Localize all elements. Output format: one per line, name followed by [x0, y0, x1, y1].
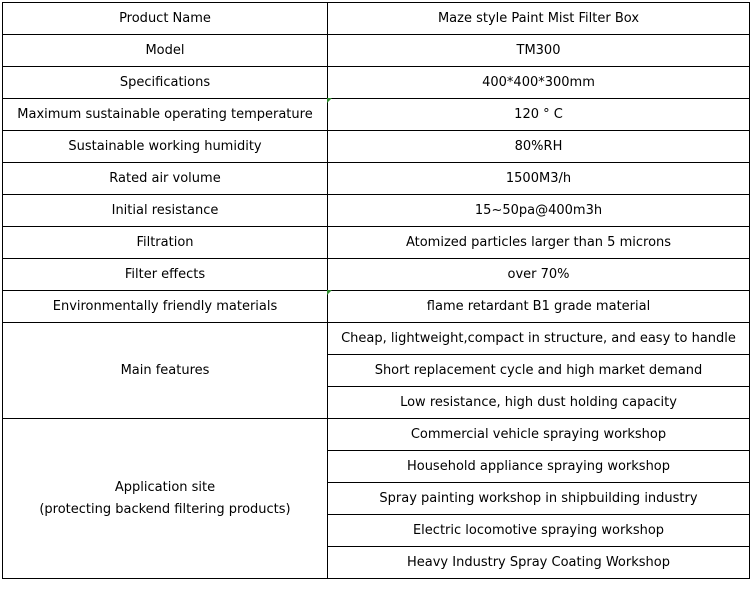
table-row	[3, 419, 750, 451]
row-value-materials	[328, 291, 750, 323]
table-row	[3, 67, 750, 99]
main-feature-item: Short replacement cycle and high market demand	[328, 355, 750, 387]
row-label-model: Model	[3, 35, 328, 67]
table-row	[3, 227, 750, 259]
main-feature-item: Low resistance, high dust holding capacity	[328, 387, 750, 419]
table-row	[3, 259, 750, 291]
max-temperature-text: 120 ° C	[514, 106, 563, 122]
row-value-model: TM300	[328, 35, 750, 67]
table-row	[3, 195, 750, 227]
row-label-filtration: Filtration	[3, 227, 328, 259]
application-site-item: Electric locomotive spraying workshop	[328, 515, 750, 547]
row-value-filter-effects: over 70%	[328, 259, 750, 291]
application-site-item: Spray painting workshop in shipbuilding industry	[328, 483, 750, 515]
main-feature-item: Cheap, lightweight,compact in structure, and easy to handle	[328, 323, 750, 355]
table-row	[3, 323, 750, 355]
row-label-application-site	[3, 419, 328, 579]
application-site-item: Household appliance spraying workshop	[328, 451, 750, 483]
row-label-main-features: Main features	[3, 323, 328, 419]
cell-marker	[327, 98, 332, 103]
table-row	[3, 35, 750, 67]
table-row	[3, 3, 750, 35]
application-site-item: Heavy Industry Spray Coating Workshop	[328, 547, 750, 579]
row-label-product-name: Product Name	[3, 3, 328, 35]
row-value-max-temperature	[328, 99, 750, 131]
cell-marker	[327, 290, 332, 295]
row-label-initial-resistance: Initial resistance	[3, 195, 328, 227]
row-value-air-volume: 1500M3/h	[328, 163, 750, 195]
row-label-materials: Environmentally friendly materials	[3, 291, 328, 323]
row-label-specifications: Specifications	[3, 67, 328, 99]
table-row	[3, 99, 750, 131]
table-row	[3, 163, 750, 195]
table-row	[3, 291, 750, 323]
application-site-item: Commercial vehicle spraying workshop	[328, 419, 750, 451]
table-row	[3, 131, 750, 163]
application-site-subtitle: (protecting backend filtering products)	[39, 501, 291, 517]
row-value-product-name: Maze style Paint Mist Filter Box	[328, 3, 750, 35]
row-value-specifications: 400*400*300mm	[328, 67, 750, 99]
row-label-filter-effects: Filter effects	[3, 259, 328, 291]
row-label-air-volume: Rated air volume	[3, 163, 328, 195]
materials-text: flame retardant B1 grade material	[426, 298, 651, 314]
row-value-humidity: 80%RH	[328, 131, 750, 163]
row-label-humidity: Sustainable working humidity	[3, 131, 328, 163]
product-spec-table	[2, 2, 750, 579]
application-site-title: Application site	[114, 479, 216, 495]
row-label-max-temperature: Maximum sustainable operating temperature	[3, 99, 328, 131]
row-value-initial-resistance: 15~50pa@400m3h	[328, 195, 750, 227]
row-value-filtration: Atomized particles larger than 5 microns	[328, 227, 750, 259]
